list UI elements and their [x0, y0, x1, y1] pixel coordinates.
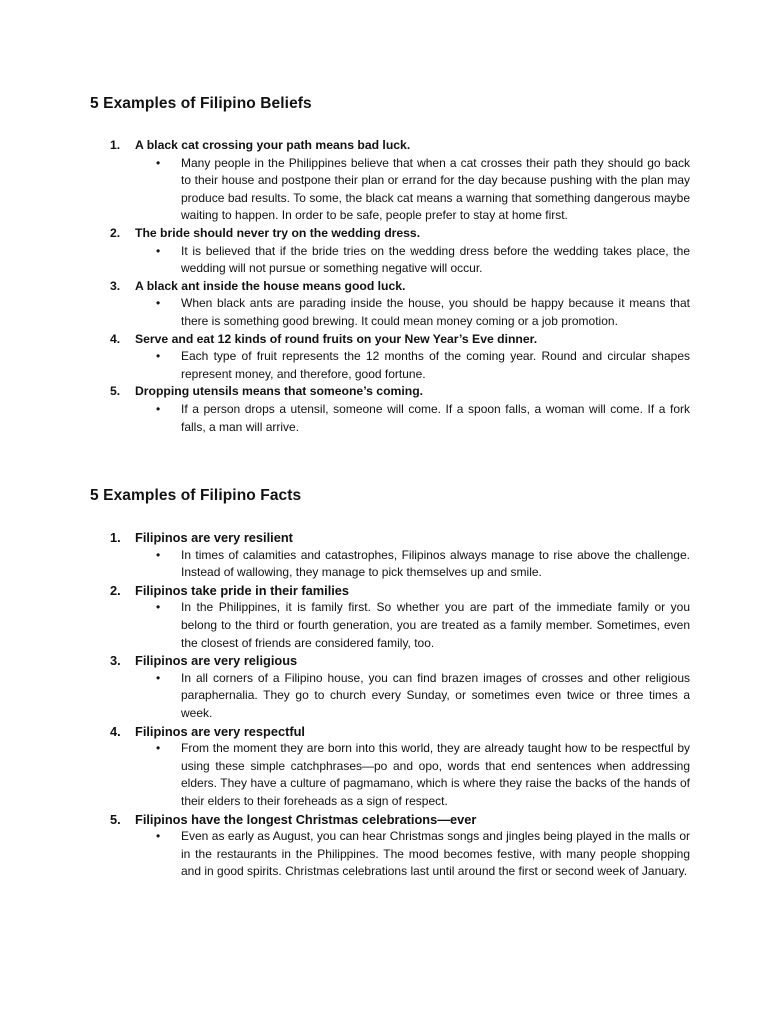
- bullet-icon: •: [156, 296, 161, 311]
- item-number: 3.: [110, 653, 121, 669]
- item-bullet: [90, 243, 690, 278]
- item-heading-text: A black cat crossing your path means bad luck.: [135, 138, 411, 152]
- item-number: 1.: [110, 530, 121, 545]
- item-number: 1.: [110, 138, 121, 152]
- list-item: [90, 529, 690, 582]
- item-heading-text: Serve and eat 12 kinds of round fruits on your New Year’s Eve dinner.: [135, 331, 538, 346]
- item-heading: [90, 137, 690, 155]
- item-heading: [90, 278, 690, 296]
- item-heading-text: The bride should never try on the wedding dress.: [135, 225, 421, 240]
- item-heading-text: Dropping utensils means that someone’s coming.: [135, 384, 424, 399]
- item-bullet: [90, 828, 690, 881]
- item-heading: [90, 383, 690, 401]
- item-bullet: [90, 155, 690, 225]
- list-item: [90, 811, 690, 881]
- beliefs-section: [90, 94, 690, 436]
- item-heading: [90, 652, 690, 670]
- beliefs-title: 5 Examples of Filipino Beliefs: [90, 95, 312, 112]
- bullet-text: From the moment they are born into this world, they are already taught how to be respectful by using these simple catchphrases—po and opo, words that end sentences when addressing elders. They have a culture of pagmamano, which is where they raise the backs of the hands of their elders to their foreheads as a sign of respect.: [181, 741, 690, 808]
- list-item: [90, 582, 690, 652]
- item-bullet: [90, 348, 690, 383]
- list-item: [90, 137, 690, 225]
- bullet-icon: •: [156, 243, 161, 258]
- facts-list: [90, 529, 690, 881]
- bullet-icon: •: [156, 829, 161, 844]
- item-bullet: [90, 670, 690, 723]
- bullet-icon: •: [156, 401, 161, 416]
- bullet-icon: •: [156, 741, 161, 756]
- bullet-icon: •: [156, 600, 161, 615]
- item-number: 2.: [110, 225, 121, 240]
- beliefs-list: [90, 137, 690, 436]
- facts-section: [90, 486, 690, 881]
- item-heading: [90, 529, 690, 547]
- item-number: 2.: [110, 582, 121, 598]
- bullet-text: Each type of fruit represents the 12 months of the coming year. Round and circular shapes represent money, and therefore, good fortune.: [181, 349, 690, 381]
- item-bullet: [90, 547, 690, 582]
- bullet-text: In all corners of a Filipino house, you can find brazen images of crosses and other religious paraphernalia. They go to church every Sunday, or sometimes even twice or three times a week.: [181, 670, 690, 720]
- item-heading: [90, 225, 690, 243]
- item-heading-text: Filipinos are very resilient: [135, 530, 293, 545]
- item-bullet: [90, 599, 690, 652]
- list-item: [90, 723, 690, 811]
- item-number: 3.: [110, 278, 121, 293]
- item-bullet: [90, 401, 690, 436]
- item-number: 5.: [110, 811, 121, 827]
- bullet-icon: •: [156, 547, 161, 562]
- facts-title: 5 Examples of Filipino Facts: [90, 487, 302, 504]
- list-item: [90, 383, 690, 436]
- bullet-text: In times of calamities and catastrophes, Filipinos always manage to rise above the challenge. Instead of wallowing, they manage to pick themselves up and smile.: [181, 547, 690, 580]
- list-item: [90, 278, 690, 331]
- bullet-icon: •: [156, 349, 161, 364]
- bullet-text: Many people in the Philippines believe that when a cat crosses their path they should go back to their house and postpone their plan or errand for the day because pushing with the plan may produce bad results. To some, the black cat means a warning that something dangerous maybe waiting to happen. In order to be safe, people prefer to stay at home first.: [181, 155, 690, 223]
- item-number: 4.: [110, 331, 121, 346]
- bullet-text: When black ants are parading inside the house, you should be happy because it means that there is something good brewing. It could mean money coming or a job promotion.: [181, 296, 690, 328]
- item-heading-text: Filipinos take pride in their families: [135, 582, 350, 598]
- item-heading-text: Filipinos have the longest Christmas celebrations—ever: [135, 811, 477, 827]
- bullet-text: Even as early as August, you can hear Christmas songs and jingles being played in the malls or in the restaurants in the Philippines. The mood becomes festive, with many people shopping and in good spirits. Christmas celebrations last until around the first or second week of January.: [181, 829, 690, 879]
- bullet-icon: •: [156, 155, 161, 170]
- list-item: [90, 225, 690, 278]
- item-heading: [90, 331, 690, 349]
- bullet-text: It is believed that if the bride tries on the wedding dress before the wedding takes place, the wedding will not pursue or something negative will occur.: [181, 243, 690, 276]
- item-heading-text: A black ant inside the house means good luck.: [135, 278, 406, 293]
- bullet-text: If a person drops a utensil, someone will come. If a spoon falls, a woman will come. If a fork falls, a man will arrive.: [181, 401, 690, 434]
- list-item: [90, 331, 690, 384]
- item-heading: [90, 723, 690, 741]
- item-heading-text: Filipinos are very respectful: [135, 723, 305, 739]
- item-heading-text: Filipinos are very religious: [135, 653, 298, 669]
- bullet-text: In the Philippines, it is family first. So whether you are part of the immediate family or you belong to the third or fourth generation, you are treated as a family member. Sometimes, even the closest of friends are considered family, too.: [181, 600, 690, 650]
- item-number: 5.: [110, 384, 121, 399]
- item-heading: [90, 582, 690, 600]
- item-heading: [90, 811, 690, 829]
- item-bullet: [90, 740, 690, 810]
- list-item: [90, 652, 690, 722]
- item-number: 4.: [110, 723, 121, 739]
- item-bullet: [90, 295, 690, 330]
- bullet-icon: •: [156, 670, 161, 685]
